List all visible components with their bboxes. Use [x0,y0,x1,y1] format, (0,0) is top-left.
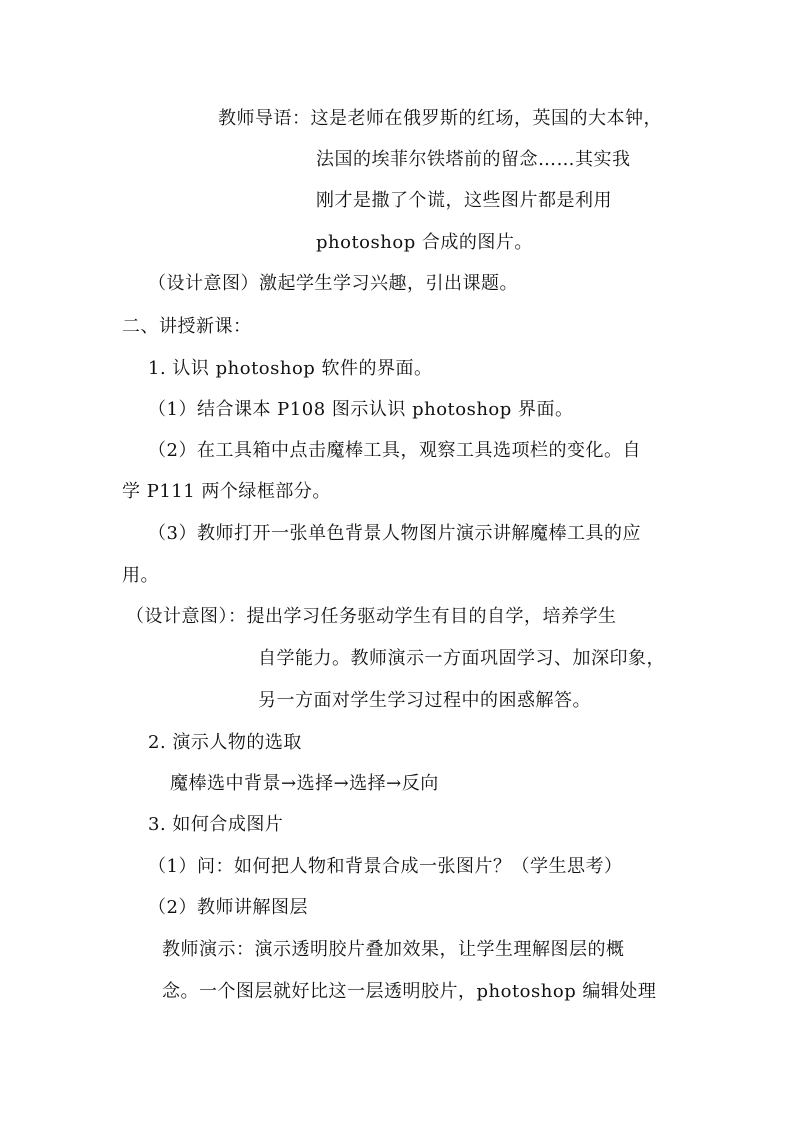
step-2-heading: 2. 演示人物的选取 [148,732,302,753]
step-1-item-2-cont: 学 P111 两个绿框部分。 [122,481,331,502]
design-intent-1: （设计意图）激起学生学习兴趣，引出课题。 [148,273,518,294]
design-intent-2-cont-1: 自学能力。教师演示一方面巩固学习、加深印象， [258,648,665,669]
step-1-item-2: （2）在工具箱中点击魔棒工具，观察工具选项栏的变化。自 [148,440,641,461]
teacher-demo-line-1: 教师演示：演示透明胶片叠加效果，让学生理解图层的概 [162,939,625,960]
design-intent-2-cont-2: 另一方面对学生学习过程中的困惑解答。 [258,690,591,711]
step-1-heading: 1. 认识 photoshop 软件的界面。 [148,358,433,379]
step-1-item-3: （3）教师打开一张单色背景人物图片演示讲解魔棒工具的应 [148,523,641,544]
step-1-item-3-cont: 用。 [122,565,159,586]
step-1-item-1: （1）结合课本 P108 图示认识 photoshop 界面。 [148,399,574,420]
teacher-intro-line-1: 教师导语：这是老师在俄罗斯的红场，英国的大本钟， [218,108,662,129]
section-heading: 二、讲授新课： [122,316,252,337]
step-3-item-2: （2）教师讲解图层 [148,897,308,918]
step-3-heading: 3. 如何合成图片 [148,814,284,835]
teacher-demo-line-2: 念。一个图层就好比这一层透明胶片，photoshop 编辑处理 [162,981,657,1002]
teacher-intro-line-3: 刚才是撒了个谎，这些图片都是利用 [316,190,612,211]
step-2-detail: 魔棒选中背景→选择→选择→反向 [170,773,439,794]
design-intent-2: （设计意图）：提出学习任务驱动学生有目的自学，培养学生 [126,606,617,627]
teacher-intro-line-2: 法国的埃菲尔铁塔前的留念……其实我 [316,149,631,170]
teacher-intro-line-4: photoshop 合成的图片。 [316,232,533,253]
step-3-item-1: （1）问：如何把人物和背景合成一张图片？（学生思考） [148,856,623,877]
